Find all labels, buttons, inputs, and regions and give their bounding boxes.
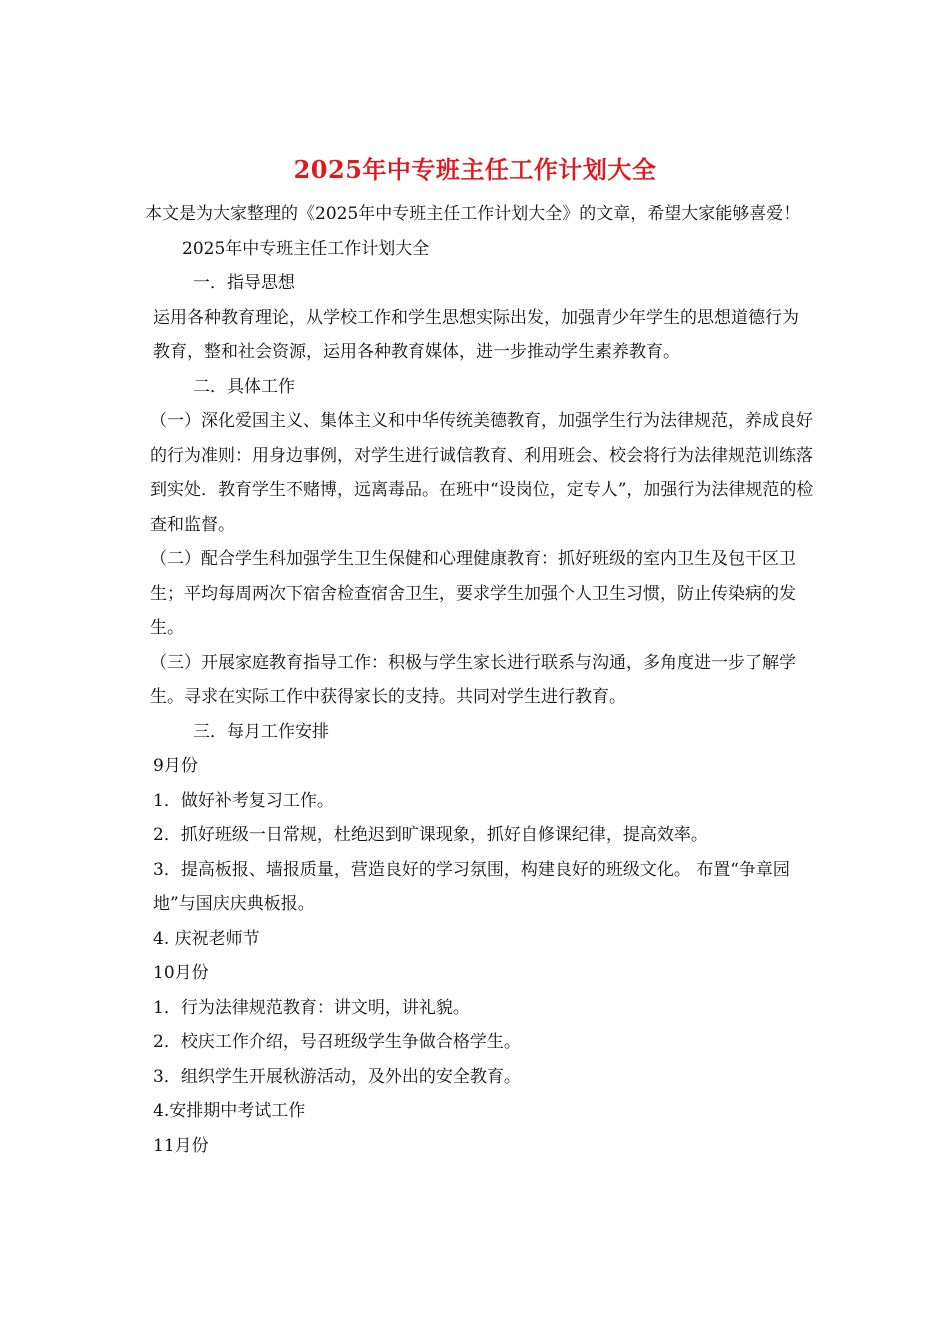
month-label-september: 9月份 bbox=[153, 756, 198, 776]
list-item: 1．做好补考复习工作。 bbox=[153, 790, 334, 811]
section-2-paragraph-1: （一）深化爱国主义、集体主义和中华传统美德教育，加强学生行为法律规范，养成良好的行为准则：用身边事例，对学生进行诚信教育、利用班会、校会将行为法律规范训练落到实处．教育学生不赌博，远离毒品。在班中“设岗位，定专人”，加强行为法律规范的检查和监督。 bbox=[150, 411, 814, 535]
section-heading-2: 二．具体工作 bbox=[193, 376, 295, 397]
subtitle: 2025年中专班主任工作计划大全 bbox=[182, 238, 430, 259]
list-item: 3．提高板报、墙报质量，营造良好的学习氛围，构建良好的班级文化。 布置“争章园地”与国庆庆典板报。 bbox=[153, 859, 790, 914]
month-label-november: 11月份 bbox=[153, 1135, 209, 1156]
month-label-october: 10月份 bbox=[153, 963, 209, 983]
document-body bbox=[145, 197, 815, 1163]
list-item: 1．行为法律规范教育：讲文明，讲礼貌。 bbox=[153, 997, 470, 1018]
section-2-paragraph-2: （二）配合学生科加强学生卫生保健和心理健康教育：抓好班级的室内卫生及包干区卫生；平均每周两次下宿舍检查宿舍卫生，要求学生加强个人卫生习惯，防止传染病的发生。 bbox=[150, 549, 796, 638]
list-item: 2．校庆工作介绍，号召班级学生争做合格学生。 bbox=[153, 1032, 521, 1052]
intro-paragraph: 本文是为大家整理的《2025年中专班主任工作计划大全》的文章，希望大家能够喜爱！ bbox=[145, 204, 801, 224]
section-2-paragraph-3: （三）开展家庭教育指导工作：积极与学生家长进行联系与沟通，多角度进一步了解学生。寻求在实际工作中获得家长的支持。共同对学生进行教育。 bbox=[150, 652, 796, 707]
section-heading-3: 三．每月工作安排 bbox=[193, 721, 329, 742]
section-heading-1: 一．指导思想 bbox=[193, 273, 295, 293]
list-item: 3．组织学生开展秋游活动，及外出的安全教育。 bbox=[153, 1066, 521, 1087]
list-item: 2．抓好班级一日常规，杜绝迟到旷课现象，抓好自修课纪律，提高效率。 bbox=[153, 825, 708, 845]
list-item: 4.安排期中考试工作 bbox=[153, 1101, 306, 1121]
list-item: 4. 庆祝老师节 bbox=[153, 928, 260, 949]
document-title: 2025年中专班主任工作计划大全 bbox=[293, 155, 657, 184]
section-1-text: 运用各种教育理论，从学校工作和学生思想实际出发，加强青少年学生的思想道德行为教育，整和社会资源，运用各种教育媒体，进一步推动学生素养教育。 bbox=[153, 307, 799, 362]
